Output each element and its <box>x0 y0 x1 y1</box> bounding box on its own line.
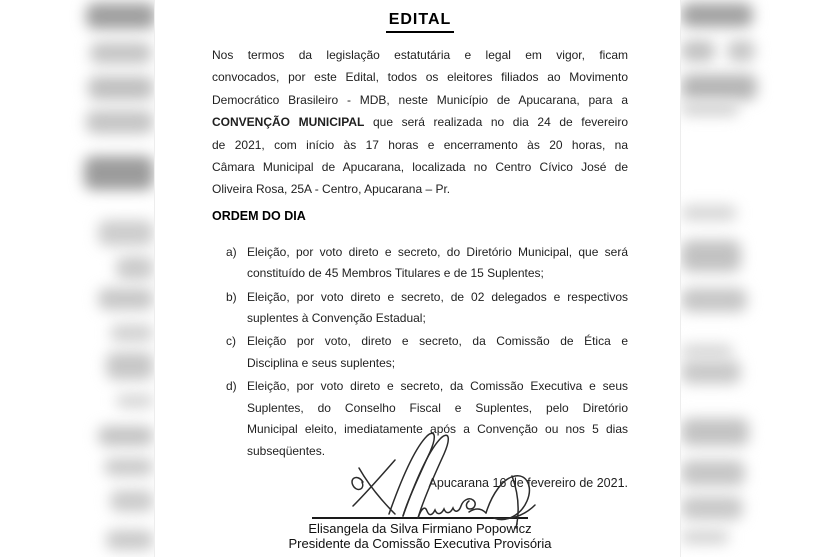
order-heading: ORDEM DO DIA <box>212 208 306 223</box>
intro-line: convocados, por este Edital, todos os eleitores filiados ao Movimento <box>212 70 628 85</box>
blurred-text-blob <box>98 288 154 310</box>
agenda-item-c <box>226 331 628 374</box>
signature-line <box>312 517 528 519</box>
item-marker: d) <box>226 379 237 394</box>
signatory-name: Elisangela da Silva Firmiano Popowicz <box>308 520 532 536</box>
intro-paragraph <box>212 44 628 201</box>
blurred-text-blob <box>110 490 154 512</box>
blurred-text-blob <box>90 42 152 64</box>
item-marker: b) <box>226 289 237 304</box>
intro-line: Nos termos da legislação estatutária e legal em vigor, ficam <box>212 48 628 62</box>
blur-panel-left <box>0 0 154 557</box>
blurred-text-blob <box>110 324 154 342</box>
item-text: Eleição, por voto direto e secreto, da Comissão Executiva e seus Suplentes, do Conselho Fiscal e Suplentes, pelo Diretório Municipal eleito, imediatamente após a Convenção ou nos 5 dias subseqüentes. <box>247 379 628 458</box>
blurred-text-blob <box>116 394 154 408</box>
blurred-text-blob <box>681 40 715 62</box>
blurred-text-blob <box>681 102 739 116</box>
blurred-text-blob <box>681 74 757 100</box>
blurred-text-blob <box>116 256 154 280</box>
blurred-text-blob <box>681 360 741 384</box>
signatory-role: Presidente da Comissão Executiva Provisória <box>288 535 552 551</box>
dateline: Apucarana 16 de fevereiro de 2021. <box>428 475 628 490</box>
blurred-text-blob <box>681 3 753 27</box>
blurred-text-blob <box>86 110 154 134</box>
blurred-text-blob <box>681 344 733 358</box>
item-marker: a) <box>226 244 237 259</box>
item-text: Eleição, por voto direto e secreto, do Diretório Municipal, que será constituído de 45 Membros Titulares e de 15 Suplentes; <box>247 244 628 281</box>
agenda-item-a <box>226 242 628 285</box>
blurred-text-blob <box>681 530 729 544</box>
intro-line: Oliveira Rosa, 25A - Centro, Apucarana – Pr. <box>212 182 451 197</box>
blurred-text-blob <box>106 352 154 380</box>
item-marker: c) <box>226 334 236 349</box>
blurred-text-blob <box>88 76 154 100</box>
document-page <box>154 0 681 557</box>
blur-panel-right <box>681 0 834 557</box>
blurred-text-blob <box>106 530 154 550</box>
blurred-text-blob <box>681 205 737 221</box>
blurred-text-blob <box>84 156 154 190</box>
item-text: Eleição por voto, direto e secreto, da Comissão de Ética e Disciplina e seus suplentes; <box>247 334 628 370</box>
document-title: EDITAL <box>386 9 455 33</box>
blurred-text-blob <box>681 418 749 446</box>
convention-bold-text: CONVENÇÃO MUNICIPAL <box>212 115 365 130</box>
blurred-text-blob <box>681 288 747 312</box>
agenda-list <box>212 242 628 462</box>
intro-line: de 2021, com início às 17 horas e encerramento às 20 horas, na <box>212 137 628 152</box>
agenda-item-b <box>226 287 628 330</box>
blurred-text-blob <box>104 458 154 476</box>
blurred-text-blob <box>727 40 755 62</box>
item-text: Eleição, por voto direto e secreto, de 02 delegados e respectivos suplentes à Convenção Estadual; <box>247 289 628 326</box>
intro-line <box>212 111 628 133</box>
intro-line: Democrático Brasileiro - MDB, neste Município de Apucarana, para a <box>212 92 628 107</box>
blurred-text-blob <box>98 220 154 246</box>
blurred-text-blob <box>681 496 743 520</box>
blurred-text-blob <box>681 460 745 486</box>
blurred-text-blob <box>86 3 156 29</box>
blurred-text-blob <box>98 426 154 446</box>
blurred-text-blob <box>681 240 741 272</box>
intro-line-rest: que será realizada no dia 24 de fevereiro <box>373 115 628 130</box>
agenda-item-d <box>226 376 628 462</box>
intro-line: Câmara Municipal de Apucarana, localizada no Centro Cívico José de <box>212 160 628 175</box>
